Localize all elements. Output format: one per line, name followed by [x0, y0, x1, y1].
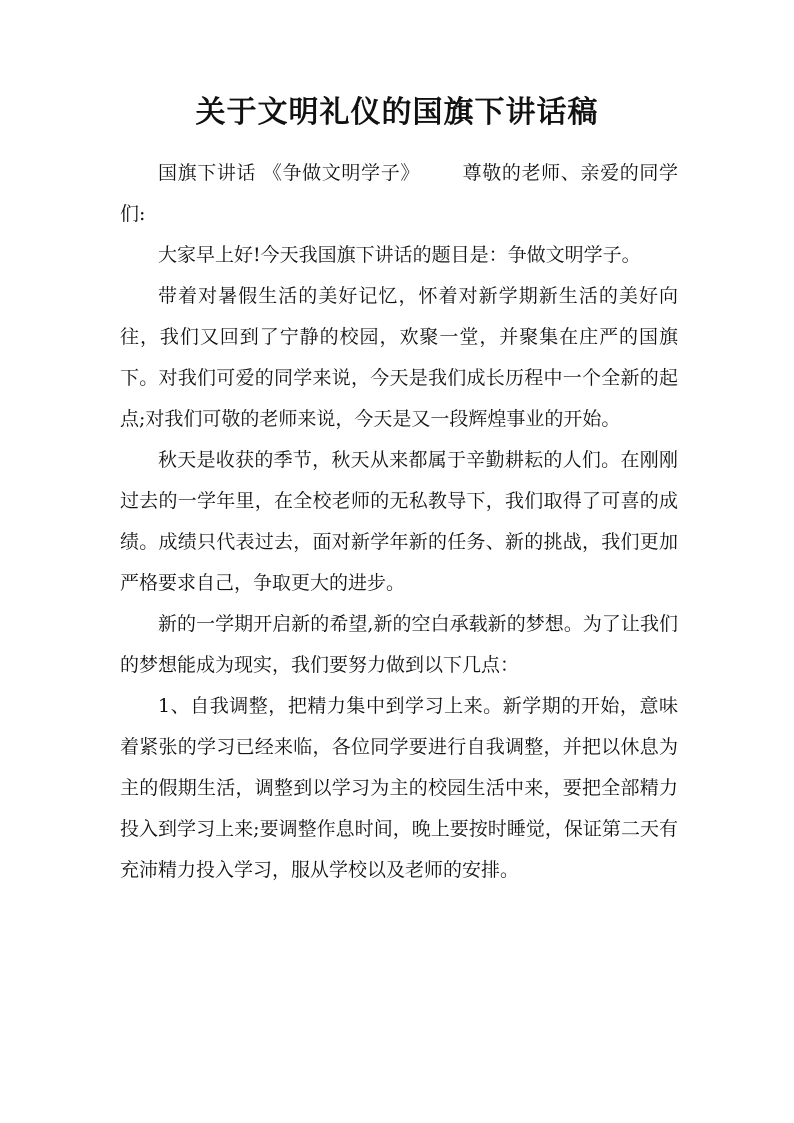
document-title: 关于文明礼仪的国旗下讲话稿	[195, 95, 599, 130]
intro-paragraph	[120, 153, 678, 235]
speech-label: 国旗下讲话 《争做文明学子》	[158, 162, 420, 184]
document-body	[120, 153, 678, 891]
paragraph-new-semester: 新的一学期开启新的希望,新的空白承载新的梦想。为了让我们的梦想能成为现实，我们要努力做到以下几点：	[120, 613, 678, 676]
paragraph-greeting: 大家早上好!今天我国旗下讲话的题目是：争做文明学子。	[158, 244, 641, 266]
paragraph-return-to-school: 带着对暑假生活的美好记忆，怀着对新学期新生活的美好向往，我们又回到了宁静的校园，欢聚一堂，并聚集在庄严的国旗下。对我们可爱的同学来说，今天是我们成长历程中一个全新的起点;对我们可敬的老师来说，今天是又一段辉煌事业的开始。	[120, 285, 678, 430]
paragraph-autumn-harvest: 秋天是收获的季节，秋天从来都属于辛勤耕耘的人们。在刚刚过去的一学年里，在全校老师的无私教导下，我们取得了可喜的成绩。成绩只代表过去，面对新学年新的任务、新的挑战，我们更加严格要求自己，争取更大的进步。	[120, 449, 678, 594]
salutation: 尊敬的老师、亲爱的同学们:	[120, 162, 678, 225]
paragraph-point-one: 1、自我调整，把精力集中到学习上来。新学期的开始，意味着紧张的学习已经来临，各位同学要进行自我调整，并把以休息为主的假期生活，调整到以学习为主的校园生活中来，要把全部精力投入到学习上来;要调整作息时间，晚上要按时睡觉，保证第二天有充沛精力投入学习，服从学校以及老师的安排。	[120, 695, 678, 881]
